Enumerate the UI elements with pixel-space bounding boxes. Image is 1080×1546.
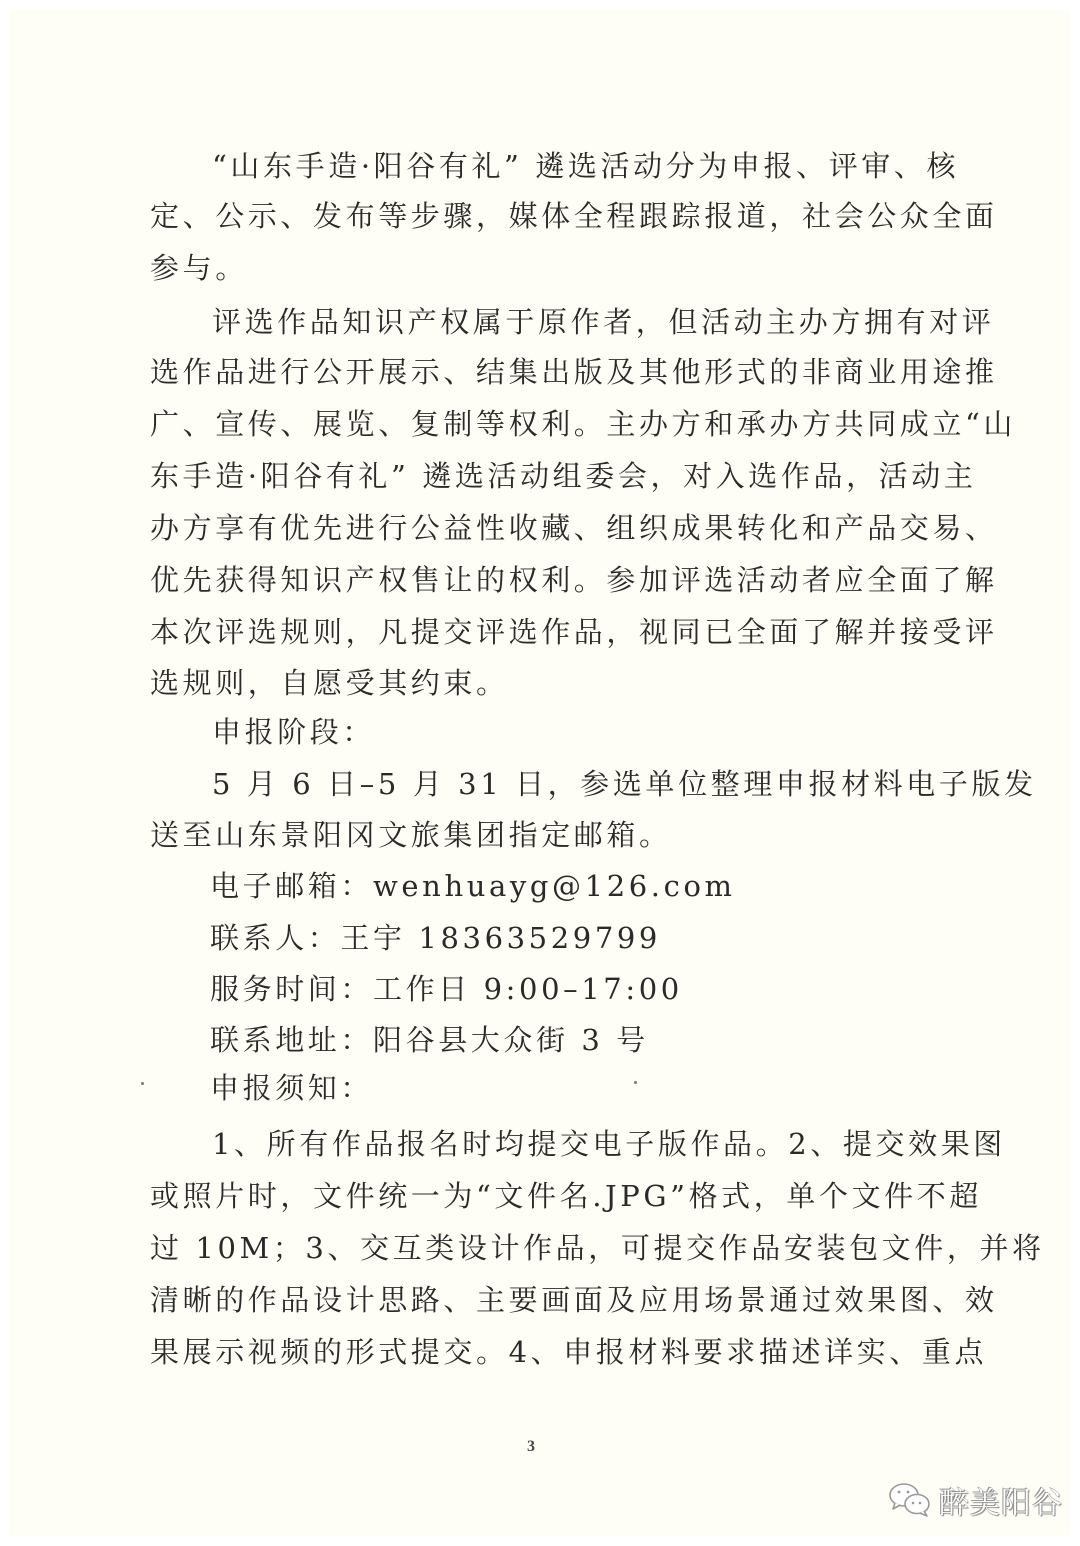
paragraph-2-line-3: 广、宣传、展览、复制等权利。主办方和承办方共同成立“山 xyxy=(150,407,1017,441)
application-period-line-1: 5 月 6 日–5 月 31 日，参选单位整理申报材料电子版发 xyxy=(212,767,1037,801)
section-heading-application-notes: 申报须知： xyxy=(210,1071,374,1105)
notes-line-1: 1、所有作品报名时均提交电子版作品。2、提交效果图 xyxy=(212,1127,1006,1161)
notes-line-4: 清晰的作品设计思路、主要画面及应用场景通过效果图、效 xyxy=(150,1283,998,1317)
scan-speck xyxy=(634,1081,637,1084)
paragraph-1-line-3: 参与。 xyxy=(150,251,248,285)
paragraph-2-line-1: 评选作品知识产权属于原作者，但活动主办方拥有对评 xyxy=(212,305,995,339)
paragraph-2-line-6: 优先获得知识产权售让的权利。参加评选活动者应全面了解 xyxy=(150,563,998,597)
contact-person: 联系人：王宇 18363529799 xyxy=(210,921,661,955)
paragraph-1-line-1: “山东手造·阳谷有礼” 遴选活动分为申报、评审、核 xyxy=(212,149,960,183)
paragraph-2-line-2: 选作品进行公开展示、结集出版及其他形式的非商业用途推 xyxy=(150,355,998,389)
section-heading-application-stage: 申报阶段： xyxy=(212,715,376,749)
paragraph-2-line-8: 选规则，自愿受其约束。 xyxy=(150,666,509,700)
paragraph-2-line-7: 本次评选规则，凡提交评选作品，视同已全面了解并接受评 xyxy=(150,615,998,649)
service-hours: 服务时间：工作日 9:00–17:00 xyxy=(210,972,683,1006)
notes-line-3: 过 10M；3、交互类设计作品，可提交作品安装包文件，并将 xyxy=(150,1231,1045,1265)
watermark-text: 醉美阳谷 xyxy=(939,1486,1063,1521)
notes-line-5: 果展示视频的形式提交。4、申报材料要求描述详实、重点 xyxy=(150,1335,988,1369)
scan-speck xyxy=(141,1082,144,1085)
paragraph-2-line-5: 办方享有优先进行公益性收藏、组织成果转化和产品交易、 xyxy=(150,511,998,545)
paragraph-2-line-4: 东手造·阳谷有礼” 遴选活动组委会，对入选作品，活动主 xyxy=(150,459,977,493)
wechat-icon xyxy=(887,1481,933,1519)
contact-address: 联系地址：阳谷县大众街 3 号 xyxy=(210,1023,649,1057)
wechat-watermark xyxy=(887,1478,1063,1522)
notes-line-2: 或照片时，文件统一为“文件名.JPG”格式，单个文件不超 xyxy=(150,1179,982,1213)
page-number: 3 xyxy=(527,1438,535,1455)
application-period-line-2: 送至山东景阳冈文旅集团指定邮箱。 xyxy=(150,818,672,852)
contact-email: 电子邮箱：wenhuayg@126.com xyxy=(210,869,736,903)
paragraph-1-line-2: 定、公示、发布等步骤，媒体全程跟踪报道，社会公众全面 xyxy=(150,199,998,233)
